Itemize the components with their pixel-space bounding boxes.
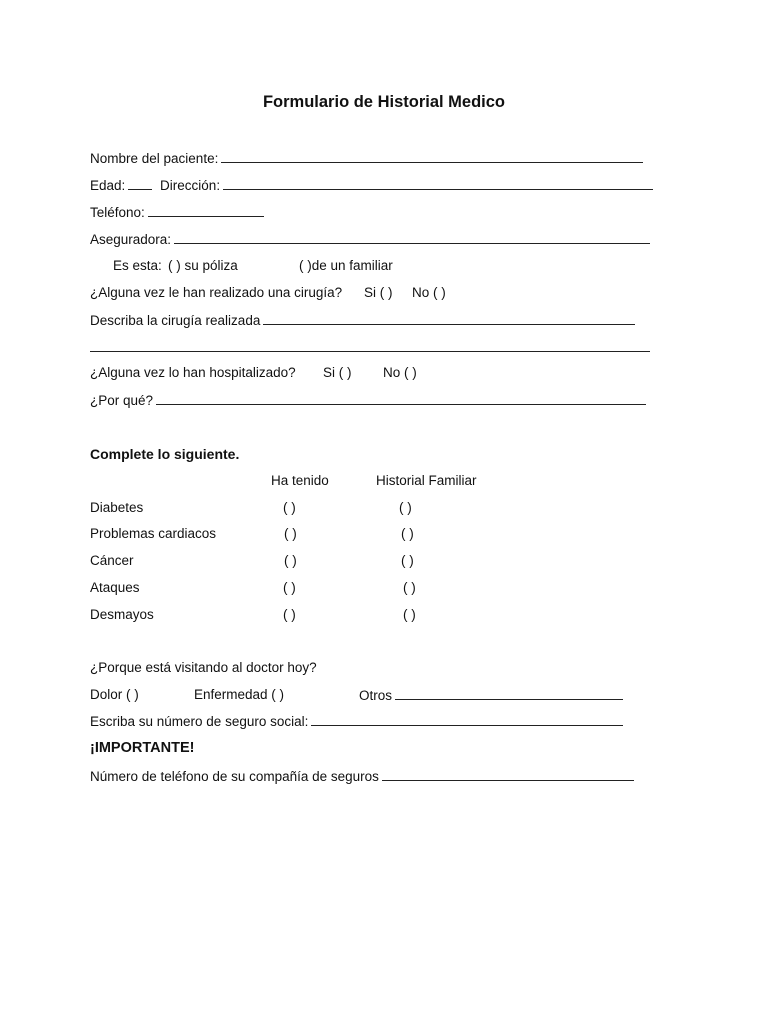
phone-row bbox=[90, 203, 264, 222]
phone-field[interactable] bbox=[148, 203, 264, 217]
condition-family-checkbox[interactable]: ( ) bbox=[403, 607, 416, 622]
column-family-history: Historial Familiar bbox=[376, 473, 477, 488]
surgery-description-continuation[interactable] bbox=[90, 338, 650, 357]
condition-name: Diabetes bbox=[90, 500, 144, 515]
patient-name-label: Nombre del paciente: bbox=[90, 151, 219, 166]
condition-name: Desmayos bbox=[90, 607, 154, 622]
surgery-yes-option[interactable]: Si ( ) bbox=[364, 285, 393, 300]
reason-field[interactable] bbox=[156, 391, 646, 405]
hospitalized-yes-option[interactable]: Si ( ) bbox=[323, 365, 352, 380]
condition-family-checkbox[interactable]: ( ) bbox=[401, 526, 414, 541]
illness-option[interactable]: Enfermedad ( ) bbox=[194, 687, 285, 702]
surgery-question: ¿Alguna vez le han realizado una cirugía? bbox=[90, 285, 343, 300]
surgery-description-field[interactable] bbox=[263, 311, 635, 325]
address-field[interactable] bbox=[223, 176, 653, 190]
surgery-description-row bbox=[90, 311, 635, 330]
insurer-phone-field[interactable] bbox=[382, 767, 634, 781]
important-heading: ¡IMPORTANTE! bbox=[90, 740, 195, 756]
policy-owner-label: Es esta: bbox=[113, 258, 162, 273]
hospitalized-question: ¿Alguna vez lo han hospitalizado? bbox=[90, 365, 296, 380]
condition-had-checkbox[interactable]: ( ) bbox=[284, 526, 297, 541]
condition-had-checkbox[interactable]: ( ) bbox=[283, 580, 296, 595]
own-policy-option[interactable]: ( ) su póliza bbox=[168, 258, 238, 273]
conditions-heading: Complete lo siguiente. bbox=[90, 446, 240, 462]
age-field[interactable] bbox=[128, 176, 152, 190]
condition-family-checkbox[interactable]: ( ) bbox=[401, 553, 414, 568]
visit-question: ¿Porque está visitando al doctor hoy? bbox=[90, 660, 317, 675]
surgery-description-field-2[interactable] bbox=[90, 338, 650, 352]
column-had: Ha tenido bbox=[271, 473, 329, 488]
reason-label: ¿Por qué? bbox=[90, 393, 154, 408]
other-row bbox=[359, 686, 623, 705]
pain-option[interactable]: Dolor ( ) bbox=[90, 687, 139, 702]
insurer-label: Aseguradora: bbox=[90, 232, 172, 247]
condition-had-checkbox[interactable]: ( ) bbox=[284, 553, 297, 568]
surgery-no-option[interactable]: No ( ) bbox=[412, 285, 446, 300]
ssn-row bbox=[90, 712, 623, 731]
surgery-description-label: Describa la cirugía realizada bbox=[90, 313, 261, 328]
ssn-label: Escriba su número de seguro social: bbox=[90, 714, 309, 729]
ssn-field[interactable] bbox=[311, 712, 623, 726]
other-field[interactable] bbox=[395, 686, 623, 700]
form-title: Formulario de Historial Medico bbox=[262, 93, 506, 111]
phone-label: Teléfono: bbox=[90, 205, 145, 220]
insurer-row bbox=[90, 230, 650, 249]
insurer-field[interactable] bbox=[174, 230, 650, 244]
family-policy-option[interactable]: ( )de un familiar bbox=[299, 258, 393, 273]
condition-name: Problemas cardiacos bbox=[90, 526, 217, 541]
condition-had-checkbox[interactable]: ( ) bbox=[283, 500, 296, 515]
insurer-phone-label: Número de teléfono de su compañía de seguros bbox=[90, 769, 379, 784]
reason-row bbox=[90, 391, 646, 410]
condition-family-checkbox[interactable]: ( ) bbox=[403, 580, 416, 595]
address-label: Dirección: bbox=[160, 178, 221, 193]
age-address-row bbox=[90, 176, 653, 195]
age-label: Edad: bbox=[90, 178, 126, 193]
hospitalized-no-option[interactable]: No ( ) bbox=[383, 365, 417, 380]
other-label: Otros bbox=[359, 688, 393, 703]
condition-family-checkbox[interactable]: ( ) bbox=[399, 500, 412, 515]
condition-had-checkbox[interactable]: ( ) bbox=[283, 607, 296, 622]
patient-name-field[interactable] bbox=[221, 149, 643, 163]
insurer-phone-row bbox=[90, 767, 634, 786]
condition-name: Cáncer bbox=[90, 553, 134, 568]
condition-name: Ataques bbox=[90, 580, 140, 595]
patient-name-row bbox=[90, 149, 643, 168]
